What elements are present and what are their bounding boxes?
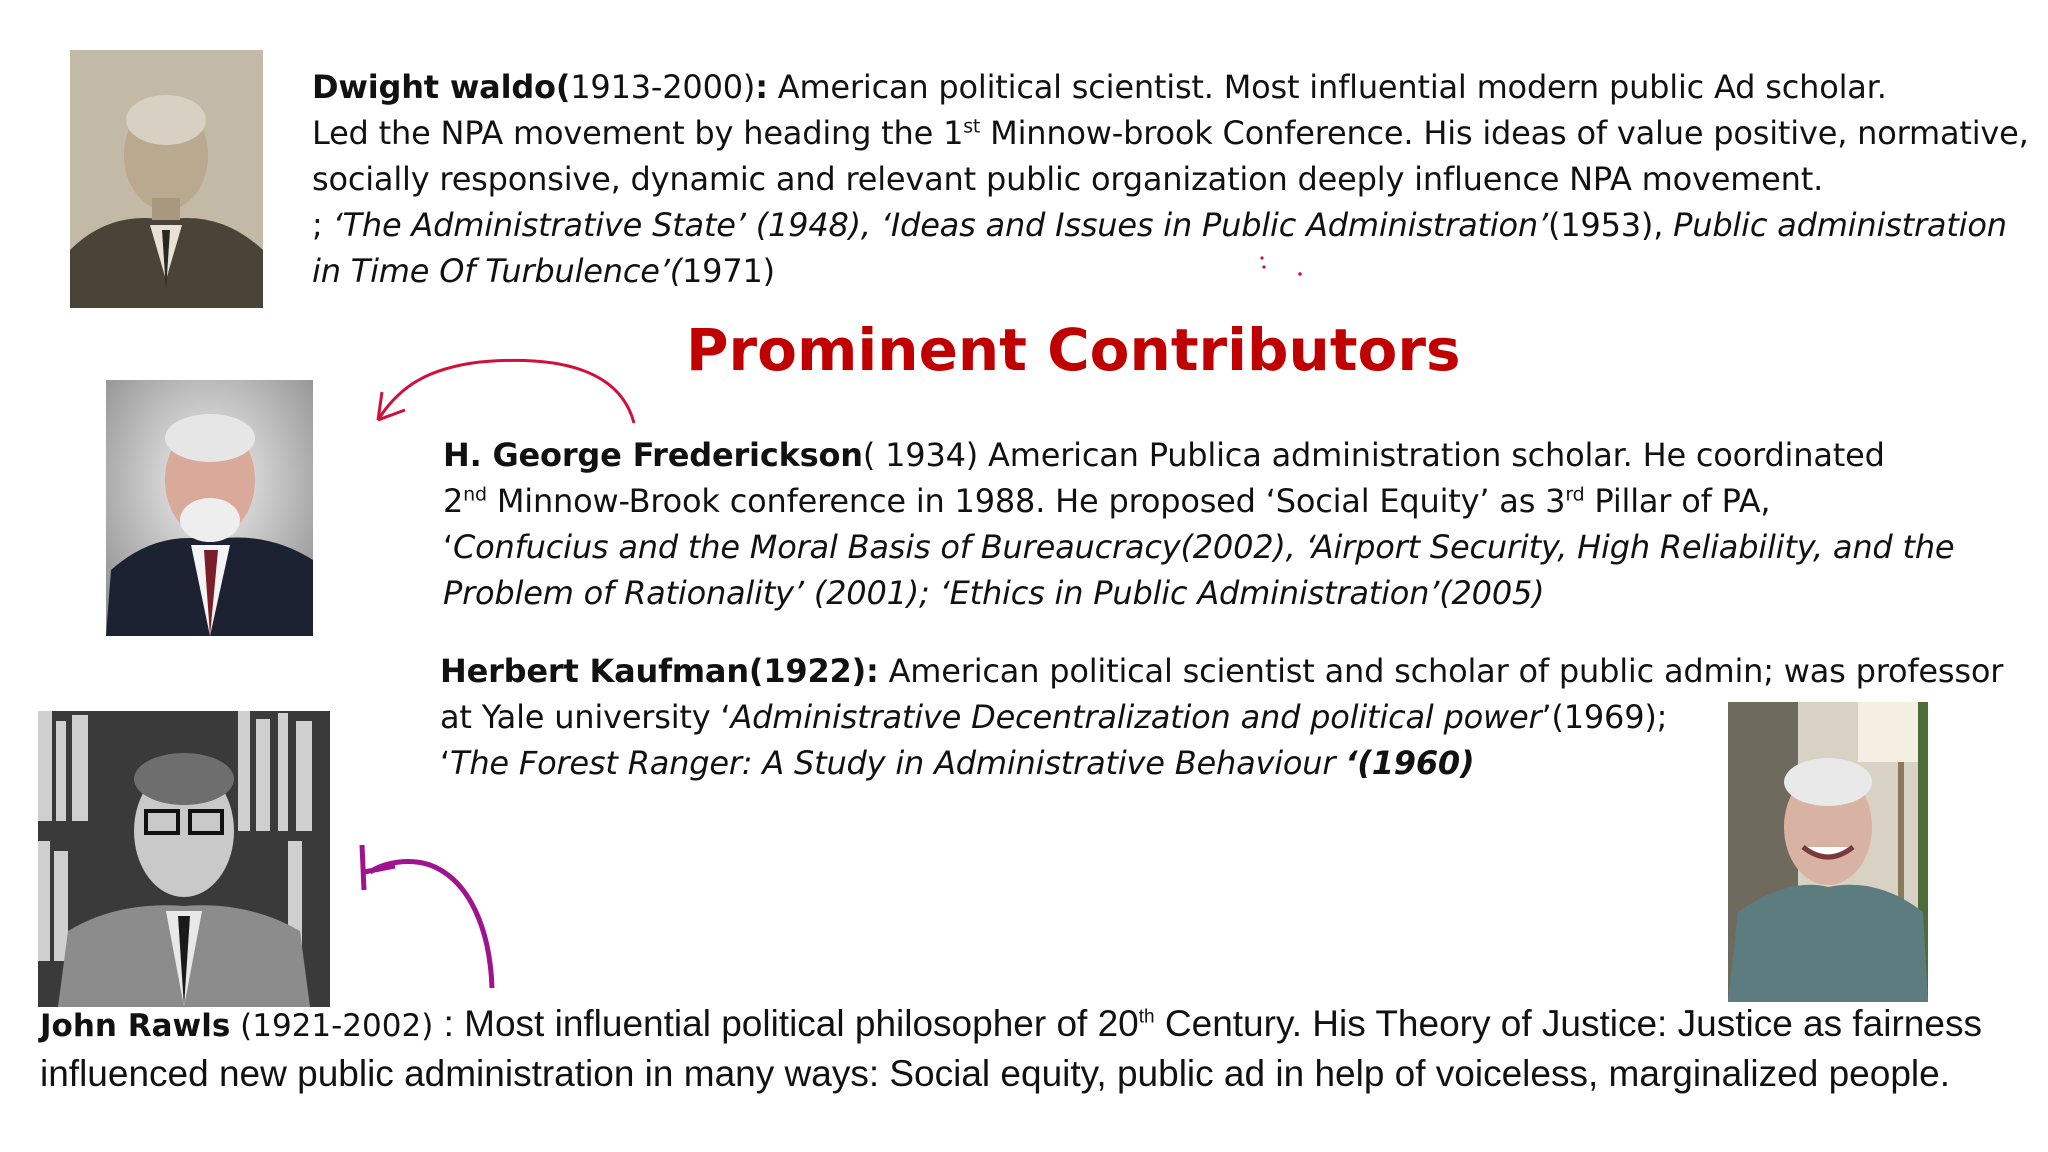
kaufman-desc-2a: at Yale university ‘ <box>440 698 731 736</box>
page-title: Prominent Contributors <box>686 316 1461 384</box>
frederickson-desc-3a: ‘ <box>443 528 453 566</box>
frederickson-desc-1: ( 1934) American Publica administration scholar. He coordinated <box>862 436 1885 474</box>
kaufman-block <box>440 648 2003 786</box>
waldo-desc-2b: Minnow-brook Conference. His ideas of value positive, normative, <box>980 114 2029 152</box>
frederickson-name: H. George Frederickson <box>443 436 863 474</box>
waldo-desc-1: American political scientist. Most influential modern public Ad scholar. <box>767 68 1887 106</box>
red-arrow <box>378 360 634 423</box>
waldo-desc-4a: ; <box>312 206 333 244</box>
frederickson-line-4: Problem of Rationality’ (2001); ‘Ethics in Public Administration’(2005) <box>443 574 1545 612</box>
kaufman-name: Herbert Kaufman(1922): <box>440 652 879 690</box>
waldo-portrait <box>70 50 263 308</box>
rawls-block <box>40 1000 1982 1097</box>
waldo-line-1 <box>312 64 2029 110</box>
frederickson-desc-2b: Minnow-Brook conference in 1988. He proposed ‘Social Equity’ as 3 <box>486 482 1566 520</box>
kaufman-line-2 <box>440 694 2003 740</box>
magenta-arrow <box>370 861 492 988</box>
frederickson-line-1 <box>443 432 1954 478</box>
kaufman-works-1: Administrative Decentralization and political power <box>730 698 1542 736</box>
magenta-arrow-head <box>362 845 395 890</box>
frederickson-line-2 <box>443 478 1954 524</box>
rawls-portrait <box>38 711 330 1007</box>
waldo-desc-2a: Led the NPA movement by heading the 1 <box>312 114 964 152</box>
waldo-works-1: ‘The Administrative State’ (1948), ‘Ideas and Issues in Public Administration’ <box>332 206 1548 244</box>
frederickson-sup-2: rd <box>1565 483 1585 506</box>
waldo-works-2: Public administration <box>1673 206 2007 244</box>
waldo-colon: : <box>755 68 768 106</box>
frederickson-block <box>443 432 1954 616</box>
waldo-name: Dwight waldo( <box>312 68 571 106</box>
waldo-works-3: in Time Of Turbulence’( <box>312 252 682 290</box>
waldo-sup: st <box>963 115 981 138</box>
rawls-desc-1a: : Most influential political philosopher of 20 <box>433 1003 1139 1044</box>
rawls-desc-1b: Century. His Theory of Justice: Justice as fairness <box>1154 1003 1982 1044</box>
rawls-sup: th <box>1138 1006 1155 1028</box>
frederickson-works-1: Confucius and the Moral Basis of Bureaucracy(2002), ‘Airport Security, High Reliability, and the <box>452 528 1955 566</box>
kaufman-works-2: The Forest Ranger: A Study in Administrative Behaviour <box>449 744 1346 782</box>
waldo-block <box>312 64 2029 294</box>
rawls-line-1 <box>40 1000 1982 1050</box>
kaufman-desc-1: American political scientist and scholar of public admin; was professor <box>878 652 2004 690</box>
waldo-dates: 1913-2000) <box>570 68 756 106</box>
waldo-line-3: socially responsive, dynamic and relevant public organization deeply influence NPA movement. <box>312 160 1824 198</box>
frederickson-line-3 <box>443 524 1954 570</box>
kaufman-year: ‘(1960) <box>1345 744 1475 782</box>
rawls-line-2: influenced new public administration in many ways: Social equity, public ad in help of voiceless, marginalized people. <box>40 1053 1950 1094</box>
rawls-name: John Rawls <box>40 1008 231 1044</box>
waldo-desc-4b: (1953), <box>1547 206 1674 244</box>
waldo-line-5 <box>312 248 2029 294</box>
rawls-dates: (1921-2002) <box>230 1008 434 1044</box>
frederickson-portrait <box>106 380 313 636</box>
kaufman-desc-3a: ‘ <box>440 744 450 782</box>
waldo-line-4 <box>312 202 2029 248</box>
red-arrow-head <box>378 392 405 420</box>
frederickson-sup-1: nd <box>463 483 487 506</box>
frederickson-desc-2c: Pillar of PA, <box>1584 482 1771 520</box>
waldo-desc-5: 1971) <box>682 252 775 290</box>
waldo-line-2 <box>312 110 2029 156</box>
kaufman-desc-2b: ’(1969); <box>1541 698 1668 736</box>
kaufman-line-3 <box>440 740 2003 786</box>
frederickson-desc-2a: 2 <box>443 482 464 520</box>
kaufman-line-1 <box>440 648 2003 694</box>
